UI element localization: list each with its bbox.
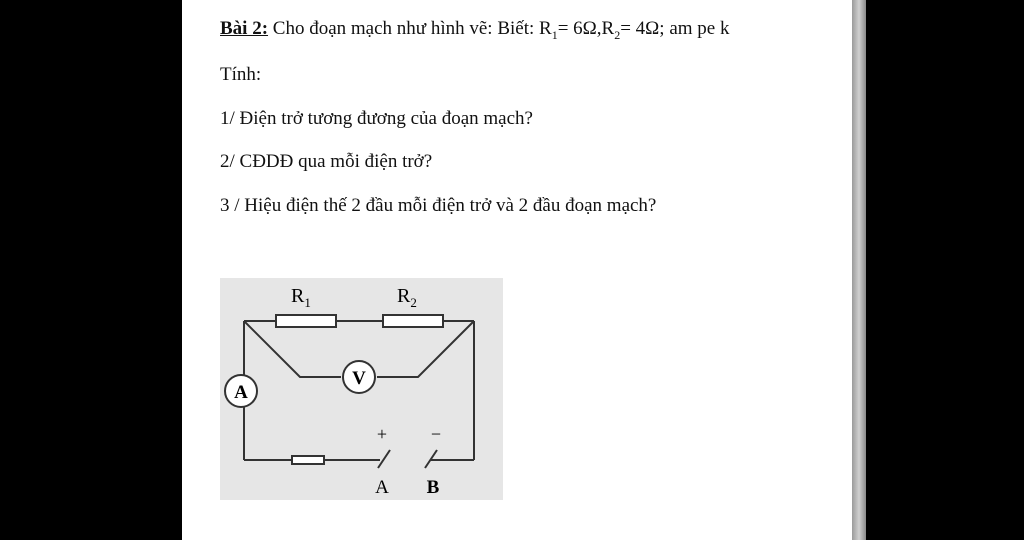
wire-voltmeter-right <box>377 321 474 377</box>
terminal-a-label: A <box>375 477 389 498</box>
voltmeter-label: V <box>352 368 366 389</box>
ammeter-label: A <box>234 382 248 403</box>
resistor-r2 <box>383 315 443 327</box>
problem-statement: Cho đoạn mạch như hình vẽ: Biết: R <box>268 18 552 39</box>
terminal-b-label: B <box>426 477 440 498</box>
r2-subscript: 2 <box>614 27 621 42</box>
circuit-figure <box>220 278 503 500</box>
question-2: 2/ CĐDĐ qua mỗi điện trở? <box>220 151 433 172</box>
r1-value: = 6Ω,R <box>557 18 615 39</box>
minus-sign: − <box>430 424 442 444</box>
r1-label: $R_1$ <box>291 285 311 310</box>
resistor-r1 <box>276 315 336 327</box>
circuit-diagram <box>220 278 503 500</box>
r1-subscript: 1 <box>551 27 558 42</box>
wire-voltmeter-left <box>244 321 341 377</box>
r2-value: = 4Ω; am pe k <box>620 18 730 39</box>
problem-header <box>220 18 729 43</box>
problem-number: Bài 2: <box>220 18 269 39</box>
document-page <box>182 0 852 540</box>
compute-label: Tính: <box>220 64 262 85</box>
plus-sign: + <box>376 424 388 444</box>
page-edge-shadow <box>852 0 866 540</box>
bottom-element <box>292 456 324 464</box>
question-1: 1/ Điện trở tương đương của đoạn mạch? <box>220 108 533 129</box>
question-3: 3 / Hiệu điện thế 2 đầu mỗi điện trở và 2 đầu đoạn mạch? <box>220 195 657 216</box>
r2-label: $R_2$ <box>397 285 417 310</box>
